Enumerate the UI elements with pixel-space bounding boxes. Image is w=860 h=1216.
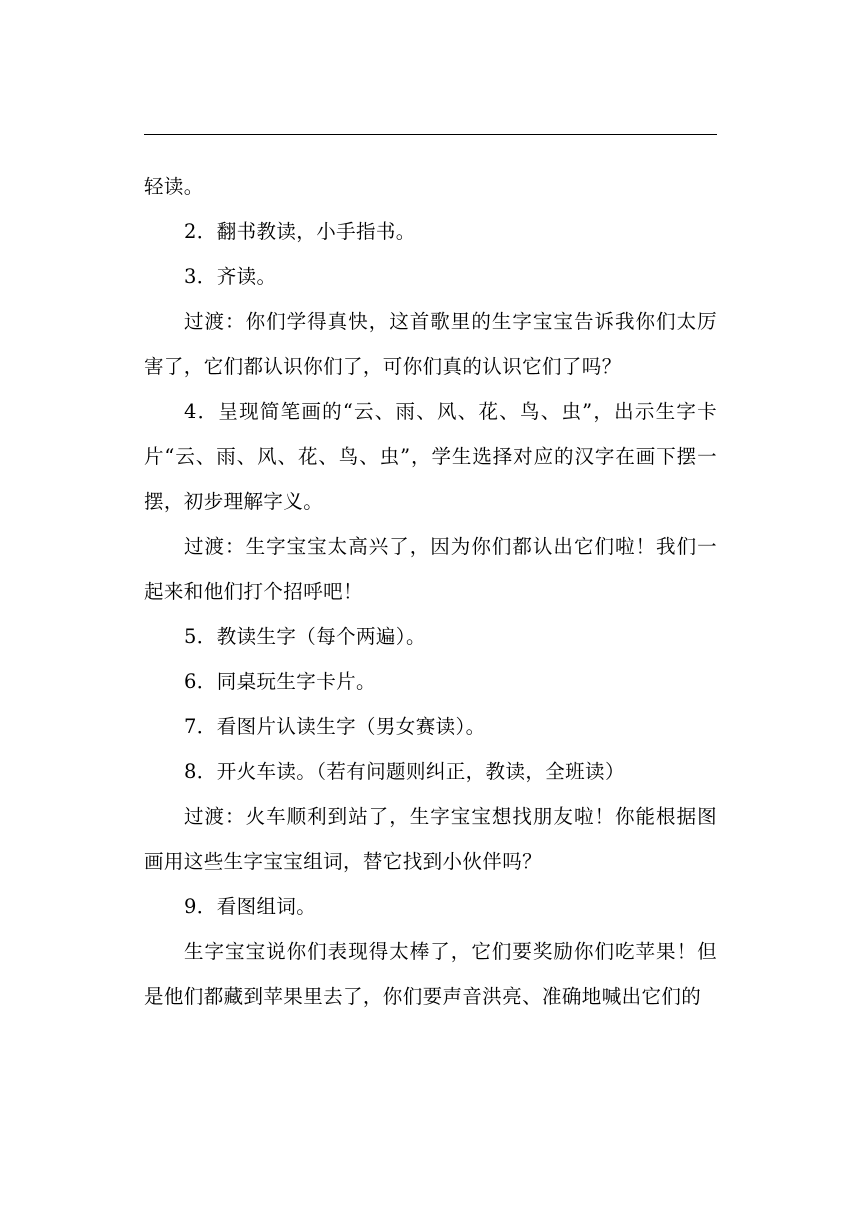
paragraph-step-6: 6．同桌玩生字卡片。 xyxy=(184,670,376,693)
paragraph-step-3: 3．齐读。 xyxy=(184,265,277,288)
paragraph-transition-3: 过渡：火车顺利到站了，生字宝宝想找朋友啦！你能根据图画用这些生字宝宝组词，替它找到小伙伴吗？ xyxy=(144,805,717,873)
paragraph-reward: 生字宝宝说你们表现得太棒了，它们要奖励你们吃苹果！但是他们都藏到苹果里去了，你们要声音洪亮、准确地喊出它们的 xyxy=(144,940,717,1008)
header-rule xyxy=(144,134,717,135)
paragraph-step-8: 8．开火车读。（若有问题则纠正，教读，全班读） xyxy=(184,760,625,783)
paragraph-step-9: 9．看图组词。 xyxy=(184,895,317,918)
paragraph-transition-1: 过渡：你们学得真快，这首歌里的生字宝宝告诉我你们太厉害了，它们都认识你们了，可你们真的认识它们了吗？ xyxy=(144,310,717,378)
paragraph-step-7: 7．看图片认读生字（男女赛读）。 xyxy=(184,715,486,738)
paragraph-step-5: 5．教读生字（每个两遍）。 xyxy=(184,625,426,648)
paragraph-step-2: 2．翻书教读，小手指书。 xyxy=(184,220,416,243)
paragraph-continuation: 轻读。 xyxy=(144,175,204,198)
paragraph-transition-2: 过渡：生字宝宝太高兴了，因为你们都认出它们啦！我们一起来和他们打个招呼吧！ xyxy=(144,535,717,603)
document-body xyxy=(144,164,717,1019)
paragraph-step-4: 4．呈现简笔画的“云、雨、风、花、鸟、虫”，出示生字卡片“云、雨、风、花、鸟、虫”，学生选择对应的汉字在画下摆一摆，初步理解字义。 xyxy=(144,400,717,513)
